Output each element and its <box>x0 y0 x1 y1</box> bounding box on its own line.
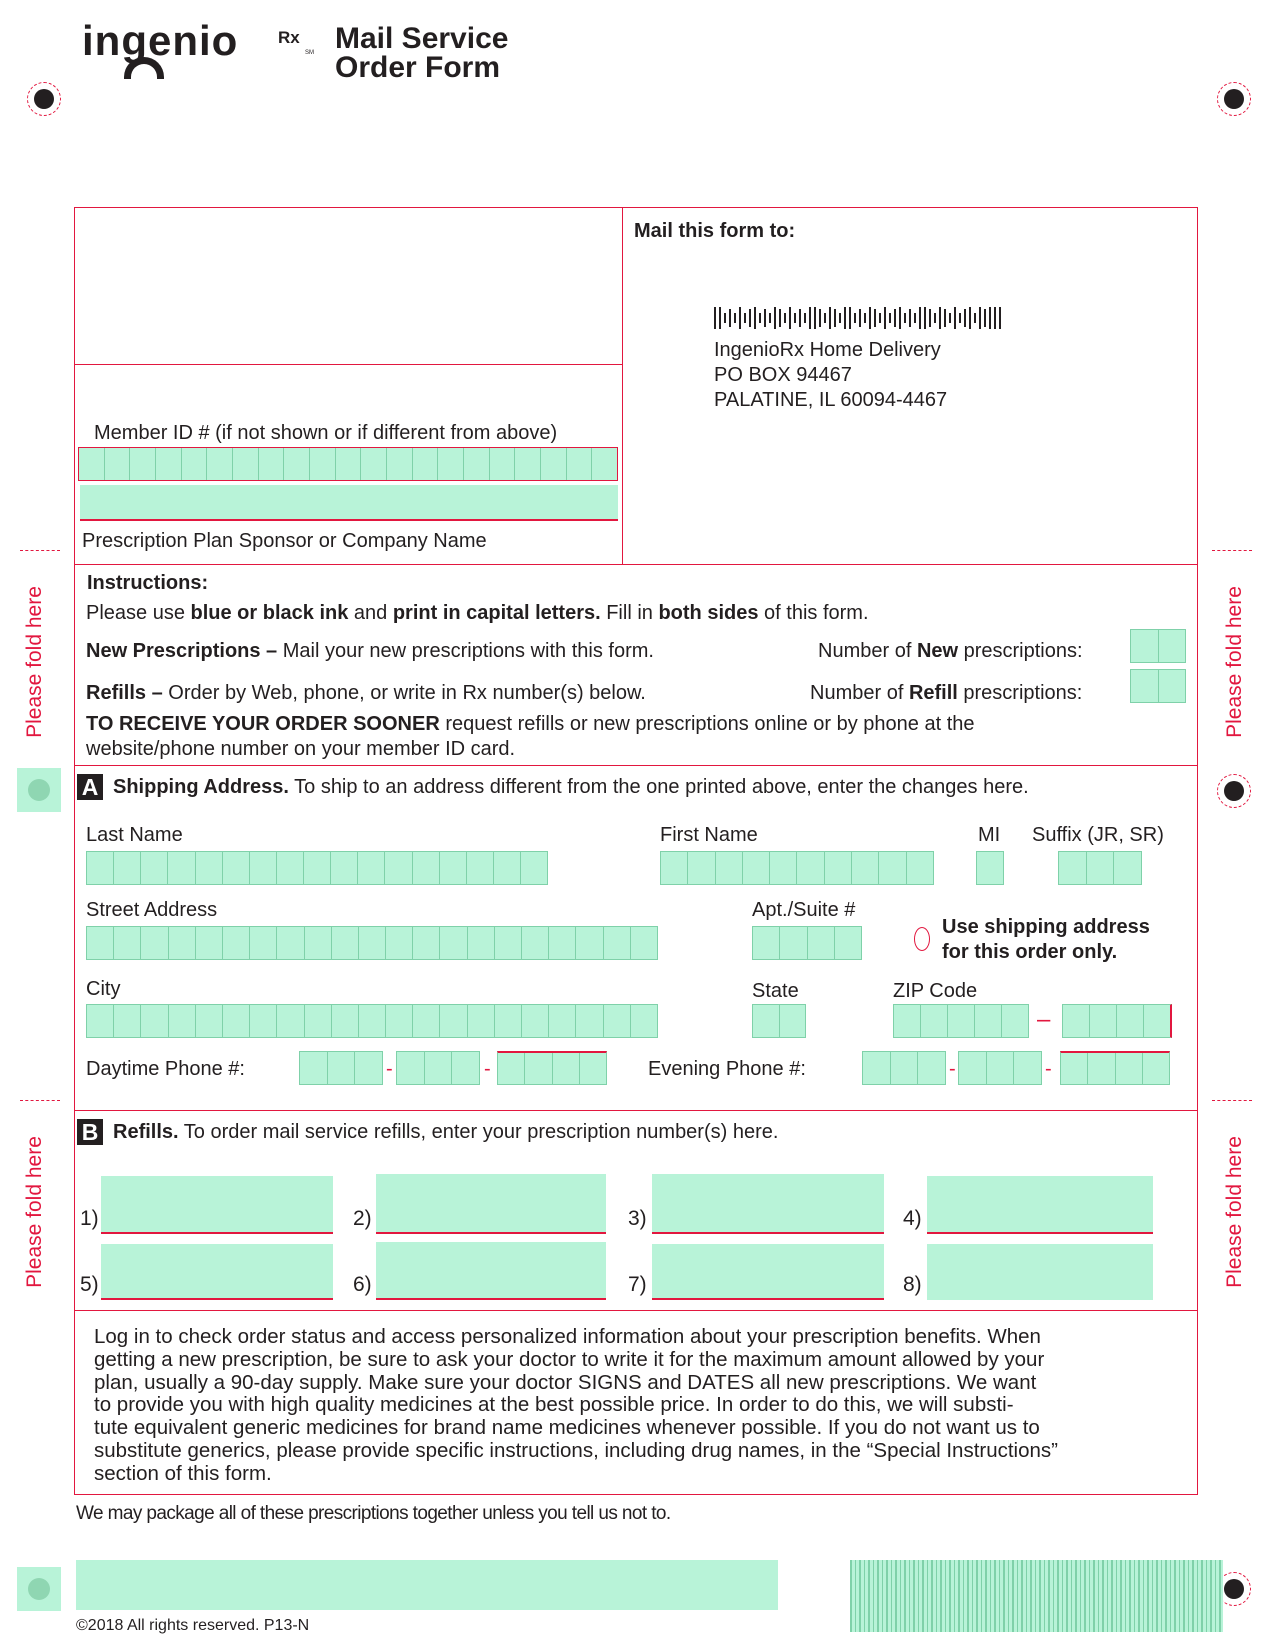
mi-label: MI <box>978 824 1001 846</box>
plan-sponsor-input[interactable] <box>80 485 618 521</box>
section-a-badge: A <box>77 774 103 800</box>
evening-phone-area[interactable] <box>862 1051 946 1085</box>
phone-dash: - <box>386 1058 393 1080</box>
info-paragraph-line: tute equivalent generic medicines for brand name medicines whenever possible. If you do not want us to <box>94 1416 1040 1440</box>
last-name-input[interactable] <box>86 851 548 885</box>
city-label: City <box>86 978 121 1000</box>
text-segment-bold: Refills – <box>86 682 163 704</box>
section-b-top-rule <box>74 1110 1198 1111</box>
new-count-input[interactable] <box>1130 629 1186 663</box>
refills-note <box>86 682 646 705</box>
phone-dash: - <box>484 1058 491 1080</box>
use-shipping-label-line: for this order only. <box>942 941 1118 963</box>
text-segment-bold: TO RECEIVE YOUR ORDER SOONER <box>86 713 440 735</box>
refill-input-6[interactable] <box>376 1242 606 1300</box>
top-divider-vertical <box>622 207 623 564</box>
use-shipping-radio[interactable] <box>914 927 930 951</box>
new-count-label <box>818 640 1083 663</box>
phone-dash: - <box>949 1058 956 1080</box>
refill-count-input[interactable] <box>1130 669 1186 703</box>
registration-mark-top-right <box>1217 82 1251 116</box>
info-paragraph-line: Log in to check order status and access personalized information about your prescription benefits. When <box>94 1325 1041 1348</box>
ingeniorx-logo: ingenio <box>82 17 239 64</box>
fold-guide-lower-right <box>1220 1100 1250 1320</box>
bottom-barcode <box>850 1560 1223 1632</box>
scanner-mark-bottom-left <box>17 1567 61 1611</box>
order-sooner-line <box>86 712 1186 737</box>
info-paragraph <box>94 1326 1194 1486</box>
first-name-label: First Name <box>660 824 758 846</box>
mail-to-address-line: IngenioRx Home Delivery <box>714 339 941 361</box>
bottom-scan-field <box>76 1560 778 1610</box>
postal-barcode <box>714 306 1004 330</box>
first-name-input[interactable] <box>660 851 934 885</box>
street-input[interactable] <box>86 926 658 960</box>
info-paragraph-line: section of this form. <box>94 1461 272 1485</box>
text-segment-bold: New Prescriptions – <box>86 640 278 662</box>
fold-label: Please fold here <box>1223 586 1246 738</box>
use-shipping-label-line: Use shipping address <box>942 916 1150 938</box>
refill-number-label: 6) <box>353 1273 372 1296</box>
copyright: ©2018 All rights reserved. P13-N <box>76 1617 310 1634</box>
refill-input-3[interactable] <box>652 1174 884 1234</box>
info-paragraph-line: plan, usually a 90-day supply. Make sure your doctor SIGNS and DATES all new prescriptions. We want <box>94 1370 1037 1394</box>
zip-label: ZIP Code <box>893 980 978 1002</box>
text-segment: request refills or new prescriptions online or by phone at the <box>439 713 975 735</box>
last-name-label: Last Name <box>86 824 183 846</box>
apt-label: Apt./Suite # <box>752 899 856 921</box>
form-title-line1: Mail Service <box>335 22 509 55</box>
refill-input-1[interactable] <box>101 1176 333 1234</box>
daytime-phone-label: Daytime Phone #: <box>86 1058 245 1080</box>
refill-number-label: 5) <box>80 1273 99 1296</box>
evening-phone-prefix[interactable] <box>958 1051 1042 1085</box>
mail-to-address-line: PO BOX 94467 <box>714 364 852 386</box>
refill-number-label: 2) <box>353 1207 372 1230</box>
text-segment-bold: Shipping Address. <box>113 776 289 798</box>
logo-rx-superscript: Rx <box>278 28 300 47</box>
fold-guide-upper-right <box>1220 550 1250 770</box>
text-segment: Please use <box>86 602 191 624</box>
mail-to-address <box>714 338 947 413</box>
address-block-divider <box>74 364 622 365</box>
text-segment: Mail your new prescriptions with this form. <box>277 640 654 662</box>
fold-label: Please fold here <box>23 586 46 738</box>
evening-phone-label: Evening Phone #: <box>648 1058 806 1080</box>
member-id-input[interactable] <box>78 447 618 481</box>
text-segment: Order by Web, phone, or write in Rx number(s) below. <box>162 682 646 704</box>
mi-input[interactable] <box>976 851 1004 885</box>
info-top-rule <box>74 1310 1198 1311</box>
instructions-heading: Instructions: <box>87 572 209 594</box>
form-title <box>335 24 508 82</box>
zip-plus4-input[interactable] <box>1062 1004 1172 1038</box>
refill-input-5[interactable] <box>101 1244 333 1300</box>
street-label: Street Address <box>86 899 218 921</box>
daytime-phone-prefix[interactable] <box>396 1051 480 1085</box>
new-prescriptions-note <box>86 640 654 663</box>
mail-to-address-line: PALATINE, IL 60094-4467 <box>714 389 948 411</box>
text-segment-bold: print in capital letters. <box>392 602 601 624</box>
section-b-heading <box>113 1121 778 1144</box>
refill-input-7[interactable] <box>652 1244 884 1300</box>
registration-mark-middle-right <box>1217 774 1251 808</box>
state-input[interactable] <box>752 1004 806 1038</box>
info-paragraph-line: to provide you with high quality medicines at the best possible price. In order to do this, we will substi- <box>94 1393 1014 1417</box>
fold-label: Please fold here <box>1223 1136 1246 1288</box>
text-segment: of this form. <box>758 602 869 624</box>
text-segment-bold: Refills. <box>113 1121 179 1143</box>
instructions-top-rule <box>74 564 1198 565</box>
refill-input-2[interactable] <box>376 1174 606 1234</box>
section-b-badge: B <box>77 1119 103 1145</box>
evening-phone-line[interactable] <box>1060 1051 1170 1085</box>
text-segment: prescriptions: <box>957 682 1083 704</box>
text-segment-bold: Refill <box>908 682 958 704</box>
refill-number-label: 4) <box>903 1207 922 1230</box>
logo-service-mark: SM <box>305 50 314 56</box>
zip-input[interactable] <box>893 1004 1029 1038</box>
apt-input[interactable] <box>752 926 862 960</box>
scanner-mark-middle-left <box>17 768 61 812</box>
city-input[interactable] <box>86 1004 658 1038</box>
text-segment: To ship to an address different from the one printed above, enter the changes here. <box>288 776 1029 798</box>
refill-input-8[interactable] <box>927 1244 1153 1300</box>
info-paragraph-line: substitute generics, please provide specific instructions, including drug names, in the “Special Instructions” <box>94 1438 1058 1462</box>
info-paragraph-line: getting a new prescription, be sure to ask your doctor to write it for the maximum amount allowed by your <box>94 1347 1045 1371</box>
use-shipping-label <box>942 915 1150 965</box>
section-a-heading <box>113 776 1029 799</box>
refill-number-label: 3) <box>628 1207 647 1230</box>
suffix-input[interactable] <box>1058 851 1142 885</box>
form-title-line2: Order Form <box>335 51 501 84</box>
order-sooner-line: website/phone number on your member ID card. <box>86 738 516 760</box>
state-label: State <box>752 980 799 1002</box>
text-segment: prescriptions: <box>958 640 1083 662</box>
refill-input-4[interactable] <box>927 1176 1153 1234</box>
section-a-top-rule <box>74 765 1198 766</box>
order-sooner-note <box>86 712 1186 762</box>
text-segment-bold: New <box>916 640 959 662</box>
registration-mark-top-left <box>27 82 61 116</box>
text-segment-bold: blue or black ink <box>190 602 349 624</box>
text-segment: Number of <box>810 682 909 704</box>
package-note: We may package all of these prescriptions together unless you tell us not to. <box>76 1503 671 1524</box>
daytime-phone-area[interactable] <box>299 1051 383 1085</box>
refill-number-label: 8) <box>903 1273 922 1296</box>
member-id-label: Member ID # (if not shown or if different from above) <box>94 422 558 444</box>
text-segment-bold: both sides <box>658 602 759 624</box>
text-segment: Number of <box>818 640 917 662</box>
plan-sponsor-label: Prescription Plan Sponsor or Company Name <box>82 530 487 552</box>
suffix-label: Suffix (JR, SR) <box>1032 824 1164 846</box>
refill-number-label: 7) <box>628 1273 647 1296</box>
zip-dash: – <box>1037 1006 1051 1033</box>
phone-dash: - <box>1045 1058 1052 1080</box>
refill-number-label: 1) <box>80 1207 99 1230</box>
refill-count-label <box>810 682 1082 705</box>
text-segment: Fill in <box>600 602 659 624</box>
text-segment: and <box>348 602 393 624</box>
instructions-ink-line <box>86 602 869 625</box>
daytime-phone-line[interactable] <box>497 1051 607 1085</box>
text-segment: To order mail service refills, enter your prescription number(s) here. <box>178 1121 779 1143</box>
fold-label: Please fold here <box>23 1136 46 1288</box>
mail-to-label: Mail this form to: <box>634 220 796 242</box>
fold-guide-lower-left <box>20 1100 50 1320</box>
fold-guide-upper-left <box>20 550 50 770</box>
